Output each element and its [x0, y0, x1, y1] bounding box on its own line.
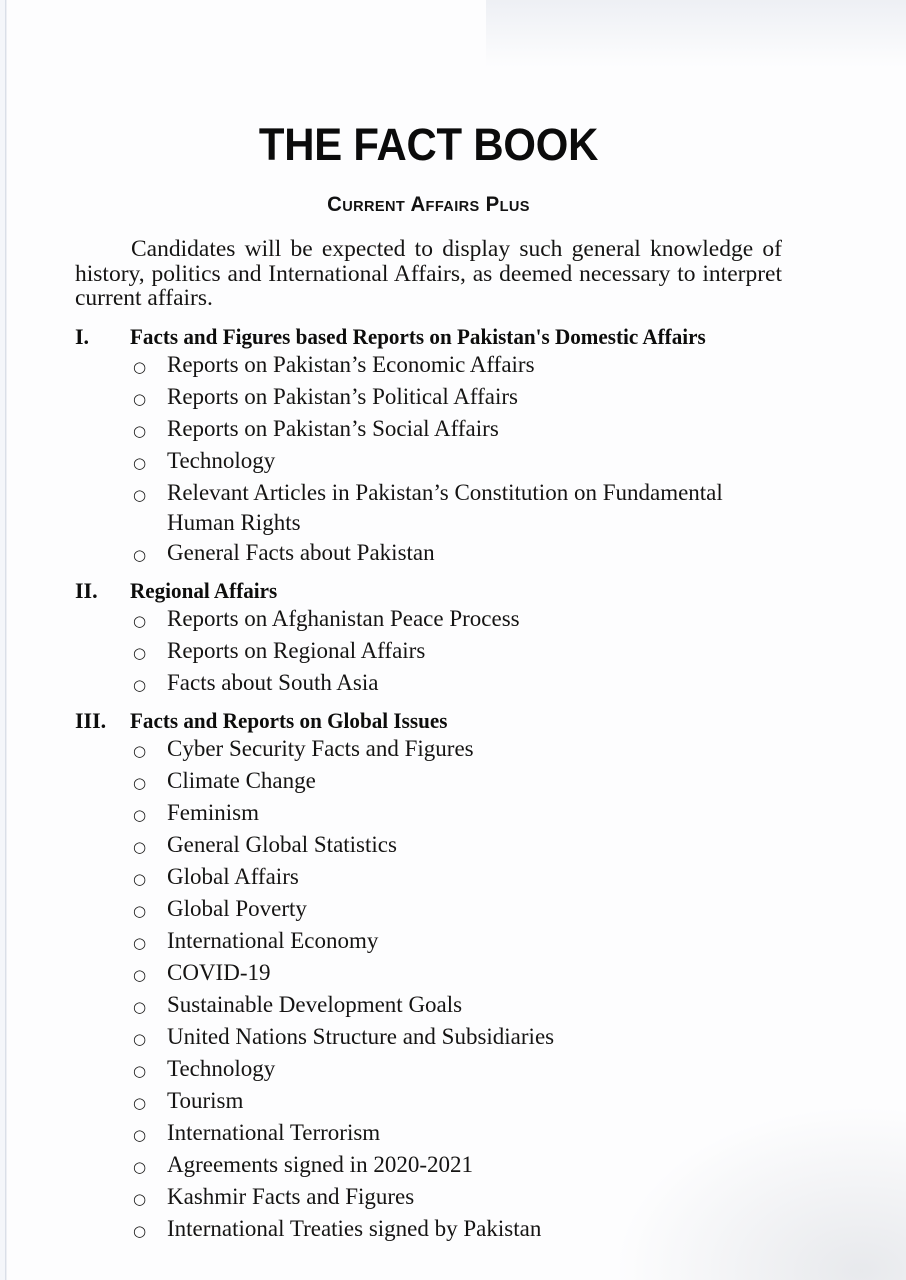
- bullet-icon: ○: [133, 643, 147, 662]
- list-item-label: Reports on Pakistan’s Political Affairs: [167, 383, 518, 409]
- scan-gutter-line: [5, 0, 7, 1280]
- section-i-list: [75, 350, 782, 570]
- list-item-label: International Economy: [167, 927, 379, 953]
- page-subtitle: Current Affairs Plus: [327, 193, 530, 216]
- list-item: [75, 926, 782, 958]
- section-ii-heading: [75, 578, 782, 604]
- bullet-icon: ○: [133, 773, 147, 792]
- list-item: [75, 734, 782, 766]
- list-item-label: COVID-19: [167, 959, 271, 985]
- bullet-icon: ○: [133, 453, 147, 472]
- bullet-icon: ○: [133, 1189, 147, 1208]
- intro-paragraph: Candidates will be expected to display such general knowledge of history, politics and International Affairs, as deemed necessary to interpret current affairs.: [75, 236, 782, 311]
- list-item-label: Reports on Pakistan’s Economic Affairs: [167, 351, 535, 377]
- bullet-icon: ○: [133, 485, 147, 504]
- list-item-label: Technology: [167, 1055, 276, 1081]
- section-iii-numeral: III.: [75, 707, 107, 733]
- list-item-label: Reports on Pakistan’s Social Affairs: [167, 415, 499, 441]
- list-item: [75, 1086, 782, 1118]
- list-item: [75, 1182, 782, 1214]
- bullet-icon: ○: [133, 1029, 147, 1048]
- list-item-label: International Treaties signed by Pakistan: [167, 1215, 542, 1241]
- document-content: [75, 0, 782, 1246]
- section-ii-list: [75, 604, 782, 700]
- bullet-icon: ○: [133, 545, 147, 564]
- scan-gutter-edge: [0, 0, 5, 1280]
- bullet-icon: ○: [133, 1093, 147, 1112]
- bullet-icon: ○: [133, 965, 147, 984]
- list-item: [75, 1118, 782, 1150]
- list-item-label: Technology: [167, 447, 276, 473]
- list-item: [75, 798, 782, 830]
- list-item-label: Climate Change: [167, 767, 316, 793]
- section-iii-heading: [75, 708, 782, 734]
- list-item: [75, 958, 782, 990]
- bullet-icon: ○: [133, 611, 147, 630]
- list-item-label: Reports on Afghanistan Peace Process: [167, 605, 520, 631]
- page-title: THE FACT BOOK: [258, 119, 599, 170]
- list-item: [75, 766, 782, 798]
- section-ii-label: Regional Affairs: [130, 577, 278, 603]
- list-item-label: Global Affairs: [167, 863, 299, 889]
- bullet-icon: ○: [133, 1221, 147, 1240]
- list-item-label: General Global Statistics: [167, 831, 397, 857]
- list-item: [75, 830, 782, 862]
- section-i-label: Facts and Figures based Reports on Pakistan's Domestic Affairs: [130, 323, 706, 349]
- section-iii-list: [75, 734, 782, 1246]
- section-iii-label: Facts and Reports on Global Issues: [130, 707, 448, 733]
- list-item-label: Agreements signed in 2020-2021: [167, 1151, 473, 1177]
- list-item: [75, 894, 782, 926]
- list-item-label: Cyber Security Facts and Figures: [167, 735, 474, 761]
- list-item: [75, 1214, 782, 1246]
- list-item: [75, 604, 782, 636]
- list-item-label: Reports on Regional Affairs: [167, 637, 426, 663]
- list-item-label: Global Poverty: [167, 895, 307, 921]
- list-item: [75, 862, 782, 894]
- list-item: [75, 414, 782, 446]
- section-ii: [75, 578, 782, 700]
- list-item: [75, 1022, 782, 1054]
- bullet-icon: ○: [133, 1157, 147, 1176]
- list-item: [75, 636, 782, 668]
- section-i-numeral: I.: [75, 323, 90, 349]
- bullet-icon: ○: [133, 869, 147, 888]
- bullet-icon: ○: [133, 1125, 147, 1144]
- list-item-label: General Facts about Pakistan: [167, 539, 435, 565]
- list-item-label: Sustainable Development Goals: [167, 991, 463, 1017]
- list-item-label: Kashmir Facts and Figures: [167, 1183, 415, 1209]
- bullet-icon: ○: [133, 389, 147, 408]
- bullet-icon: ○: [133, 837, 147, 856]
- page-showthrough-artifact: [60, 990, 69, 1028]
- list-item: [75, 990, 782, 1022]
- list-item: [75, 1054, 782, 1086]
- list-item-label: Feminism: [167, 799, 260, 825]
- list-item-label: United Nations Structure and Subsidiaries: [167, 1023, 555, 1049]
- bullet-icon: ○: [133, 741, 147, 760]
- list-item: [75, 1150, 782, 1182]
- list-item: [75, 478, 782, 538]
- list-item: [75, 668, 782, 700]
- list-item: [75, 350, 782, 382]
- bullet-icon: ○: [133, 997, 147, 1016]
- bullet-icon: ○: [133, 357, 147, 376]
- bullet-icon: ○: [133, 901, 147, 920]
- list-item-label: Facts about South Asia: [167, 669, 379, 695]
- list-item: [75, 446, 782, 478]
- list-item-label: Tourism: [167, 1087, 244, 1113]
- bullet-icon: ○: [133, 933, 147, 952]
- bullet-icon: ○: [133, 805, 147, 824]
- bullet-icon: ○: [133, 421, 147, 440]
- list-item: [75, 538, 782, 570]
- list-item-label: International Terrorism: [167, 1119, 381, 1145]
- section-ii-numeral: II.: [75, 577, 98, 603]
- list-item-label: Relevant Articles in Pakistan’s Constitution on Fundamental Human Rights: [167, 479, 723, 535]
- section-i-heading: [75, 324, 782, 350]
- bullet-icon: ○: [133, 1061, 147, 1080]
- section-i: [75, 324, 782, 570]
- section-iii: [75, 708, 782, 1246]
- list-item: [75, 382, 782, 414]
- bullet-icon: ○: [133, 675, 147, 694]
